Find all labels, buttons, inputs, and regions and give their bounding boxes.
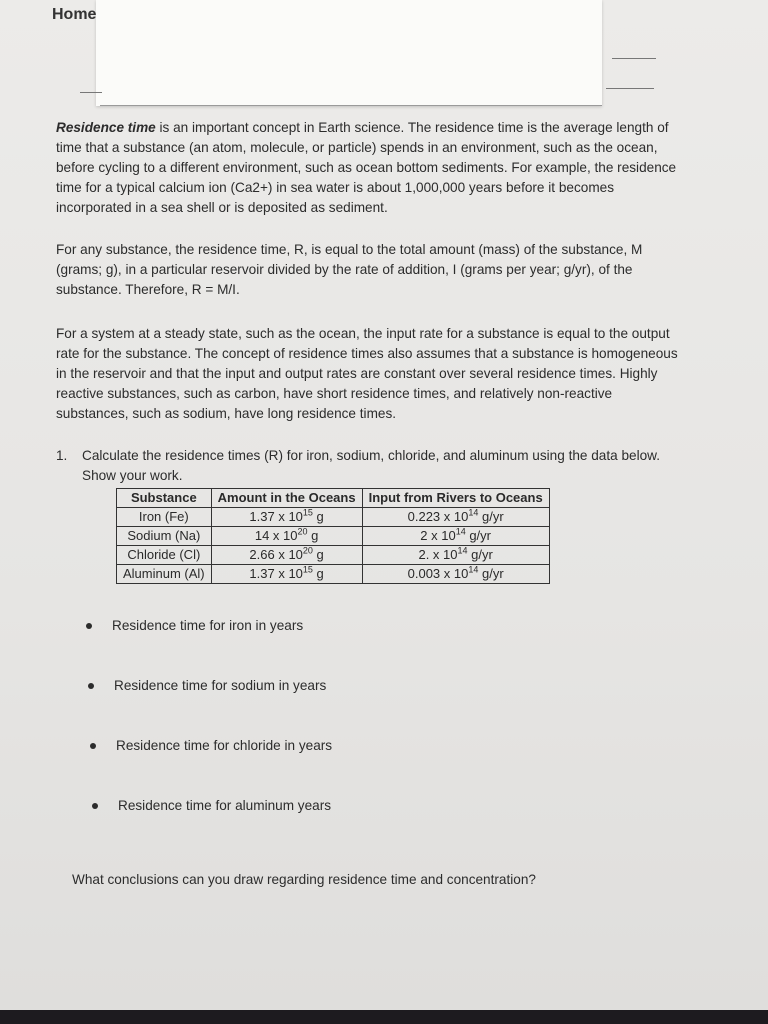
- bullet-icon: [88, 683, 94, 689]
- table-header: Input from Rivers to Oceans: [362, 489, 549, 508]
- answer-line: [80, 92, 102, 93]
- table-cell: Aluminum (Al): [117, 565, 212, 584]
- key-term: Residence time: [56, 120, 156, 135]
- list-item: [86, 618, 303, 633]
- bullet-icon: [86, 623, 92, 629]
- table-cell: 2 x $10^{14}$ g/yr: [362, 527, 549, 546]
- bullet-icon: [92, 803, 98, 809]
- sticky-note: [96, 0, 602, 106]
- table-cell: 1.37 x $10^{15}$ g: [211, 565, 362, 584]
- table-cell: 0.223 x $10^{14}$ g/yr: [362, 508, 549, 527]
- bullet-text: Residence time for aluminum years: [118, 798, 332, 813]
- list-item: [92, 798, 331, 813]
- data-table: [116, 488, 550, 584]
- question-number: 1.: [56, 448, 68, 463]
- page-title: Home: [52, 6, 97, 23]
- list-item: [90, 738, 332, 753]
- answer-line: [606, 88, 654, 89]
- steady-state-paragraph: For a system at a steady state, such as the ocean, the input rate for a substance is equal to the output rate for the substance. The concept of residence times also assumes that a substance is homogeneous in the reservoir and that the input and output rates are constant over several residence times. Highly reactive substances, such as carbon, have short residence times, and relatively non-reactive substances, such as sodium, have long residence times.: [56, 326, 678, 421]
- intro-text: is an important concept in Earth science. The residence time is the average length of time that a substance (an atom, molecule, or particle) spends in an environment, such as the ocean, before cycling to a different environment, such as ocean bottom sediments. For example, the residence time for a typical calcium ion (Ca2+) in sea water is about 1,000,000 years before it becomes incorporated in a sea shell or is deposited as sediment.: [56, 120, 677, 215]
- bullet-icon: [90, 743, 96, 749]
- answer-line: [612, 58, 656, 59]
- table-cell: 0.003 x $10^{14}$ g/yr: [362, 565, 549, 584]
- table-cell: 2.66 x $10^{20}$ g: [211, 546, 362, 565]
- bullet-text: Residence time for sodium in years: [114, 678, 327, 693]
- table-cell: Chloride (Cl): [117, 546, 212, 565]
- worksheet-body: [56, 118, 678, 486]
- table-header: Substance: [117, 489, 212, 508]
- bullet-text: Residence time for chloride in years: [116, 738, 333, 753]
- conclusion-question: What conclusions can you draw regarding residence time and concentration?: [72, 872, 536, 887]
- formula-paragraph: For any substance, the residence time, R, is equal to the total amount (mass) of the substance, M (grams; g), in a particular reservoir divided by the rate of addition, I (grams per year; g/yr), of the substance. Therefore, R = M/I.: [56, 242, 643, 297]
- desk-edge: [0, 1010, 768, 1024]
- table-header: Amount in the Oceans: [211, 489, 362, 508]
- table-row: [117, 565, 550, 584]
- intro-paragraph: [56, 118, 678, 218]
- bullet-text: Residence time for iron in years: [112, 618, 304, 633]
- list-item: [88, 678, 326, 693]
- table-cell: 2. x $10^{14}$ g/yr: [362, 546, 549, 565]
- table-row: [117, 527, 550, 546]
- answer-line: [100, 105, 602, 106]
- table-cell: Sodium (Na): [117, 527, 212, 546]
- question-1: [56, 446, 678, 486]
- table-cell: Iron (Fe): [117, 508, 212, 527]
- table-cell: 1.37 x $10^{15}$ g: [211, 508, 362, 527]
- table-cell: 14 x $10^{20}$ g: [211, 527, 362, 546]
- question-text: Calculate the residence times (R) for iron, sodium, chloride, and aluminum using the data below. Show your work.: [82, 448, 661, 483]
- table-header-row: [117, 489, 550, 508]
- table-row: [117, 546, 550, 565]
- table-row: [117, 508, 550, 527]
